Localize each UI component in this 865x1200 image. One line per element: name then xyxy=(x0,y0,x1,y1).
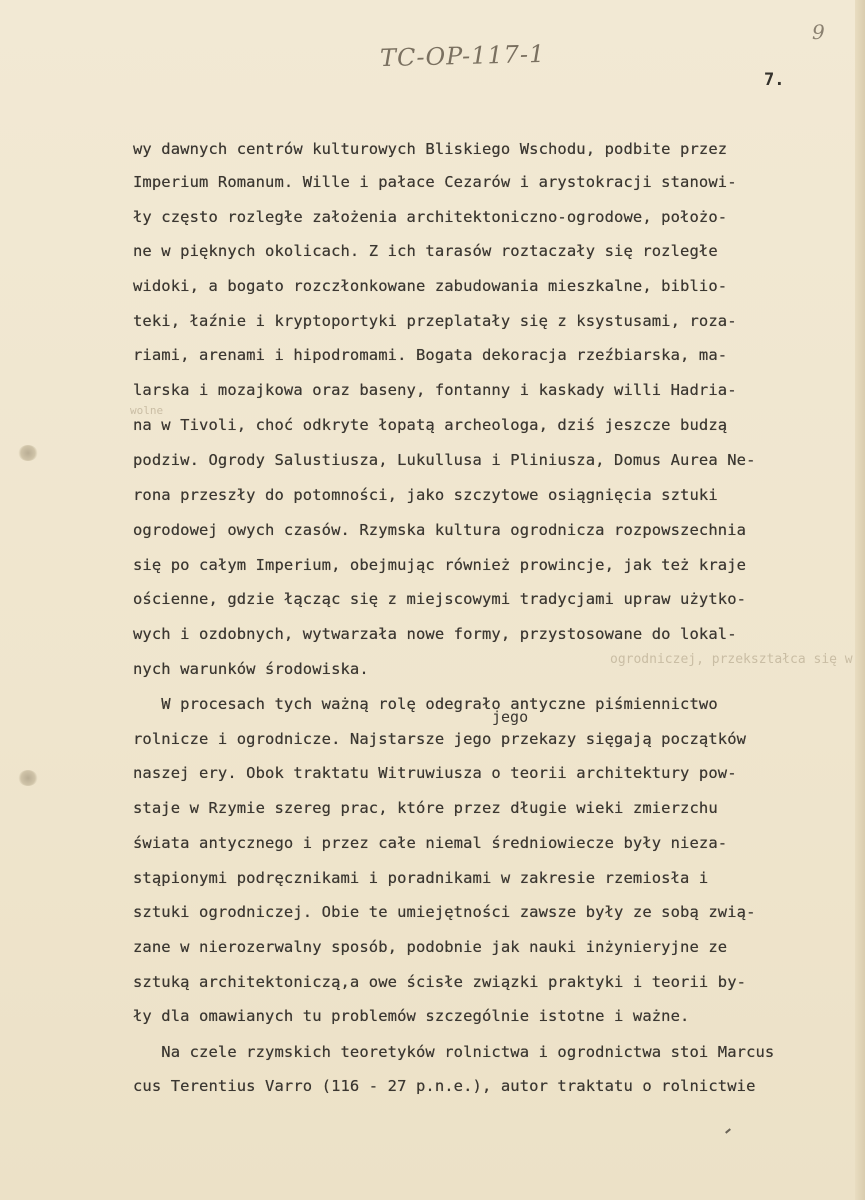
faint-insertion: wolne xyxy=(130,404,164,417)
handwritten-insertion: jego xyxy=(492,708,529,726)
text-line: zane w nierozerwalny sposób, podobnie jak nauki inżynieryjne ze xyxy=(133,938,728,956)
text-line: widoki, a bogato rozczłonkowane zabudowania mieszkalne, biblio- xyxy=(133,277,728,295)
text-line: sztuki ogrodniczej. Obie te umiejętności zawsze były ze sobą zwią- xyxy=(133,903,756,921)
binder-hole xyxy=(18,445,38,461)
text-line: świata antycznego i przez całe niemal średniowiecze były niezа- xyxy=(133,834,728,852)
text-line: naszej ery. Obok traktatu Witruwiusza o teorii architektury pow- xyxy=(133,764,737,782)
text-line: ogrodowej owych czasów. Rzymska kultura ogrodnicza rozpowszechnia xyxy=(133,521,747,539)
text-line: W procesach tych ważną rolę odegrało antyczne piśmiennictwo xyxy=(133,695,718,713)
text-line: teki, łaźnie i kryptoportyki przeplatały się z ksystusami, roza- xyxy=(133,312,737,330)
text-line: wy dawnych centrów kulturowych Bliskiego Wschodu, podbite przez xyxy=(133,140,728,158)
text-line: rolnicze i ogrodnicze. Najstarsze jego przekazy sięgają początków xyxy=(133,730,747,748)
page-number: 7. xyxy=(764,70,785,90)
text-line: podziw. Ogrody Salustiusza, Lukullusa i Pliniusza, Domus Aurea Ne- xyxy=(133,451,756,469)
archive-reference: TC-OP-117-1 xyxy=(379,39,546,73)
text-line: Imperium Romanum. Wille i pałace Cezarów i arystokracji stanowi- xyxy=(133,173,737,191)
pen-mark xyxy=(725,1128,731,1133)
text-line: ościenne, gdzie łącząc się z miejscowymi tradycjami upraw użytko- xyxy=(133,590,747,608)
text-line: riami, arenami i hipodromami. Bogata dekoracja rzeźbiarska, ma- xyxy=(133,346,728,364)
text-line: na w Tivoli, choć odkryte łopatą archeologa, dziś jeszcze budzą xyxy=(133,416,728,434)
text-line: stąpionymi podręcznikami i poradnikami w zakresie rzemiosła i xyxy=(133,869,709,887)
text-line: rona przeszły do potomności, jako szczytowe osiągnięcia sztuki xyxy=(133,486,718,504)
text-line: Na czele rzymskich teoretyków rolnictwa i ogrodnictwa stoi Marcus xyxy=(133,1043,775,1061)
text-line: ły często rozległe założenia architektoniczno-ogrodowe, położo- xyxy=(133,208,728,226)
text-line: ły dla omawianych tu problemów szczególnie istotne i ważne. xyxy=(133,1007,690,1025)
text-line: sztuką architektoniczą,a owe ścisłe związki praktyki i teorii by- xyxy=(133,973,747,991)
sheet-number: 9 xyxy=(812,20,825,44)
text-line: staje w Rzymie szereg prac, które przez długie wieki zmierzchu xyxy=(133,799,718,817)
text-line: nych warunków środowiska. xyxy=(133,660,369,678)
text-line: wych i ozdobnych, wytwarzała nowe formy, przystosowane do lokal- xyxy=(133,625,737,643)
text-line: larska i mozajkowa oraz baseny, fontanny i kaskady willi Hadria- xyxy=(133,381,737,399)
text-line: się po całym Imperium, obejmując również prowincje, jak też kraje xyxy=(133,556,747,574)
paper-edge xyxy=(855,0,865,1200)
text-line: cus Terentius Varro (116 - 27 p.n.e.), autor traktatu o rolnictwie xyxy=(133,1077,756,1095)
bleed-through-text: ogrodniczej, przekształca się w xyxy=(610,652,853,667)
binder-hole xyxy=(18,770,38,786)
text-line: ne w pięknych okolicach. Z ich tarasów roztaczały się rozległe xyxy=(133,242,718,260)
